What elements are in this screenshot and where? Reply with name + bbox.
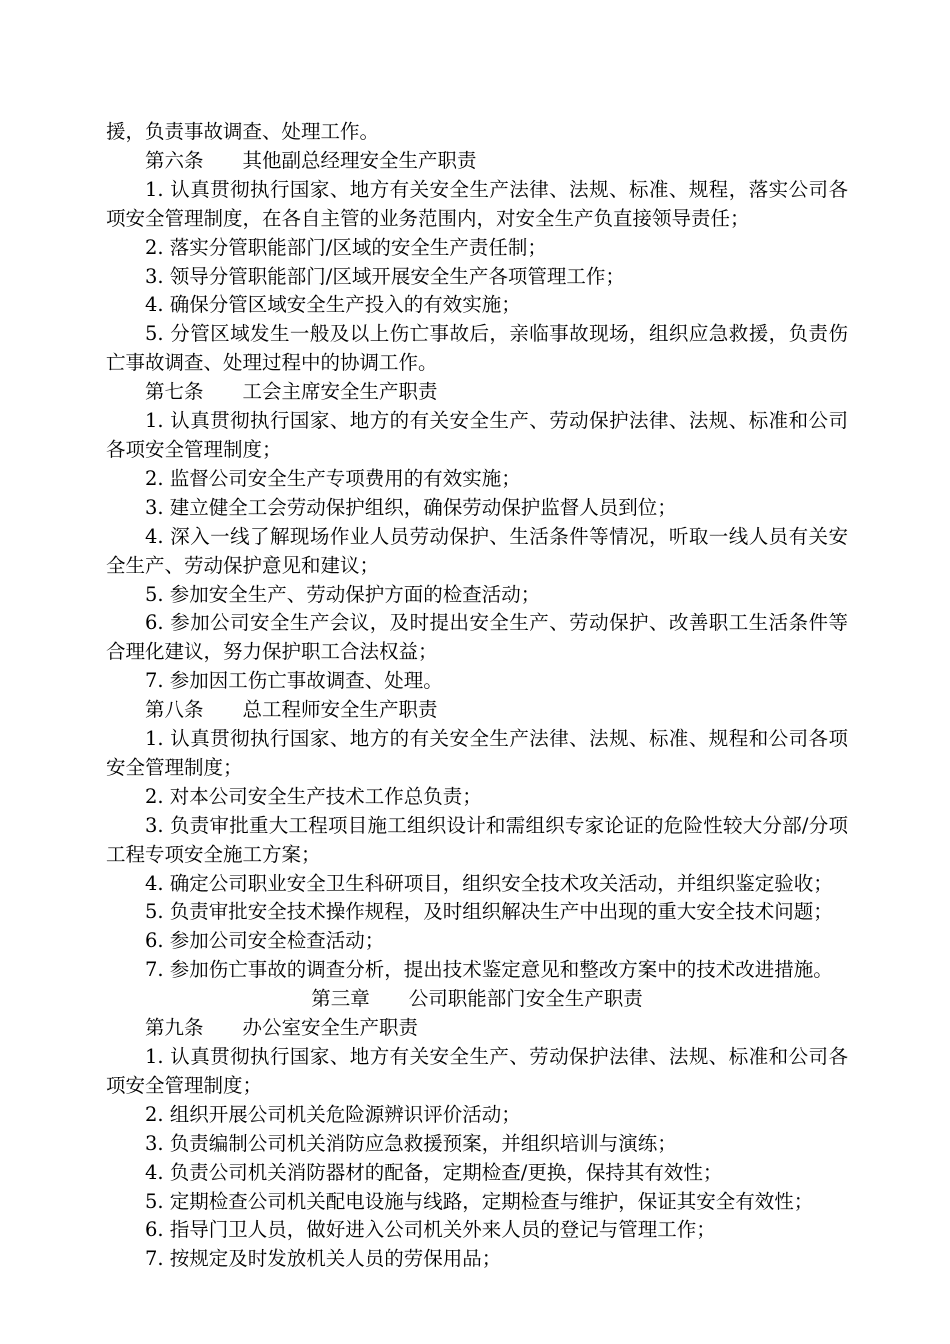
article-8-item-2: 2. 对本公司安全生产技术工作总负责； — [145, 784, 482, 808]
article-9-item-4: 4. 负责公司机关消防器材的配备，定期检查/更换，保持其有效性； — [145, 1160, 723, 1184]
article-7-item-7: 7. 参加因工伤亡事故调查、处理。 — [145, 669, 443, 693]
article-9-item-2: 2. 组织开展公司机关危险源辨识评价活动； — [145, 1102, 521, 1126]
article-9-item-6: 6. 指导门卫人员，做好进入公司机关外来人员的登记与管理工作； — [145, 1218, 716, 1242]
article-7-item-2: 2. 监督公司安全生产专项费用的有效实施； — [145, 466, 521, 490]
article-7-item-1: 1. 认真贯彻执行国家、地方的有关安全生产、劳动保护法律、法规、标准和公司各项安全管理制度； — [106, 409, 848, 461]
article-7-heading: 第七条 工会主席安全生产职责 — [145, 380, 438, 404]
article-6-item-5: 5. 分管区域发生一般及以上伤亡事故后，亲临事故现场，组织应急救援，负责伤亡事故调查、处理过程中的协调工作。 — [106, 322, 848, 375]
paragraph-continuation: 援，负责事故调查、处理工作。 — [106, 120, 380, 143]
chapter-3-heading: 第三章 公司职能部门安全生产职责 — [311, 987, 643, 1011]
article-9-heading: 第九条 办公室安全生产职责 — [145, 1016, 419, 1040]
article-7-item-4: 4. 深入一线了解现场作业人员劳动保护、生活条件等情况，听取一线人员有关安全生产、劳动保护意见和建议； — [106, 524, 848, 577]
article-6-item-1: 1. 认真贯彻执行国家、地方有关安全生产法律、法规、标准、规程，落实公司各项安全管理制度，在各自主管的业务范围内，对安全生产负直接领导责任； — [106, 177, 848, 230]
article-9-item-7: 7. 按规定及时发放机关人员的劳保用品； — [145, 1247, 502, 1271]
article-8-heading: 第八条 总工程师安全生产职责 — [145, 698, 438, 722]
article-8-item-7: 7. 参加伤亡事故的调查分析，提出技术鉴定意见和整改方案中的技术改进措施。 — [145, 958, 833, 982]
article-8-item-4: 4. 确定公司职业安全卫生科研项目，组织安全技术攻关活动，并组织鉴定验收； — [145, 871, 833, 895]
article-7-item-6: 6. 参加公司安全生产会议，及时提出安全生产、劳动保护、改善职工生活条件等合理化建议，努力保护职工合法权益； — [106, 611, 848, 664]
article-6-item-4: 4. 确保分管区域安全生产投入的有效实施； — [145, 293, 521, 317]
article-6-item-2: 2. 落实分管职能部门/区域的安全生产责任制； — [145, 235, 547, 259]
article-8-item-5: 5. 负责审批安全技术操作规程，及时组织解决生产中出现的重大安全技术问题； — [145, 900, 833, 924]
article-6-heading: 第六条 其他副总经理安全生产职责 — [145, 148, 477, 172]
article-6-item-3: 3. 领导分管职能部门/区域开展安全生产各项管理工作； — [145, 264, 625, 288]
article-9-item-5: 5. 定期检查公司机关配电设施与线路，定期检查与维护，保证其安全有效性； — [145, 1189, 814, 1213]
article-9-item-3: 3. 负责编制公司机关消防应急救援预案，并组织培训与演练； — [145, 1131, 677, 1155]
article-7-item-5: 5. 参加安全生产、劳动保护方面的检查活动； — [145, 582, 541, 606]
article-9-item-1: 1. 认真贯彻执行国家、地方有关安全生产、劳动保护法律、法规、标准和公司各项安全管理制度； — [106, 1045, 848, 1097]
article-8-item-1: 1. 认真贯彻执行国家、地方的有关安全生产法律、法规、标准、规程和公司各项安全管理制度； — [106, 727, 848, 779]
document-page — [106, 118, 848, 1274]
article-7-item-3: 3. 建立健全工会劳动保护组织，确保劳动保护监督人员到位； — [145, 495, 677, 519]
article-8-item-3: 3. 负责审批重大工程项目施工组织设计和需组织专家论证的危险性较大分部/分项工程专项安全施工方案； — [106, 813, 848, 866]
article-8-item-6: 6. 参加公司安全检查活动； — [145, 929, 385, 953]
